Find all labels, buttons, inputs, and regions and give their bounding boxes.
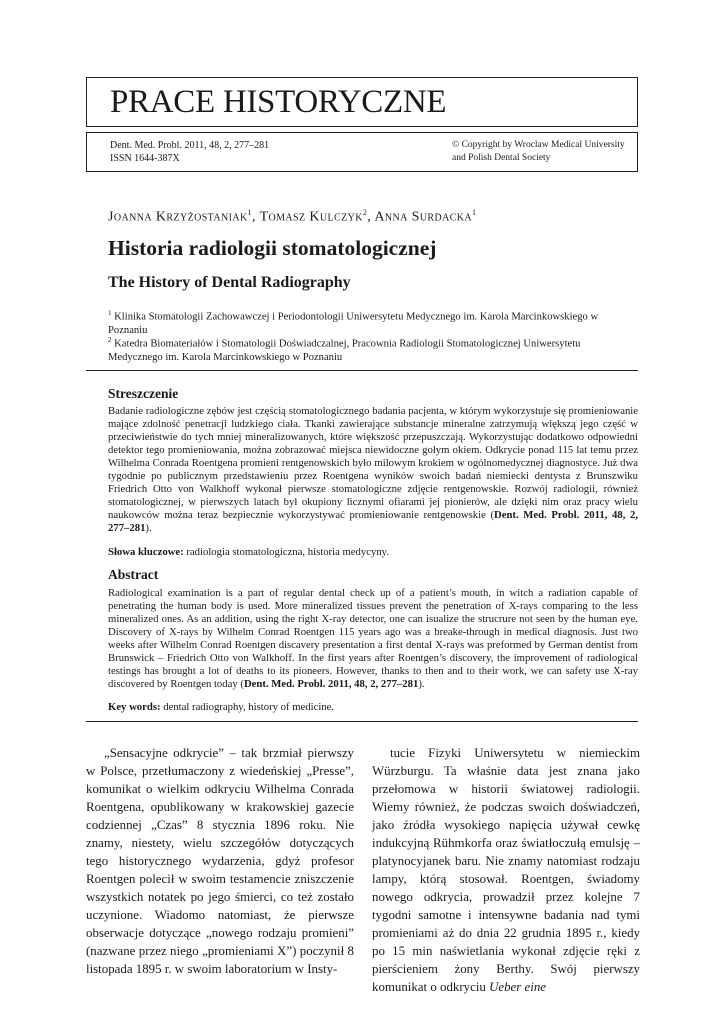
author-3: Anna Surdacka [374, 209, 473, 225]
journal-section-title: PRACE HISTORYCZNE [110, 84, 447, 120]
streszczenie-end: ). [145, 522, 152, 534]
affiliation-2-text: Katedra Biomateriałów i Stomatologii Doświadczalnej, Pracownia Radiologii Stomatologicznej Uniwersytetu Medycznego im. Karola Marcinkowskiego w Poznaniu [108, 338, 581, 363]
abstract-end: ). [418, 678, 425, 690]
article-title-polish: Historia radiologii stomatologicznej [108, 236, 437, 260]
affiliation-2 [108, 334, 633, 364]
article-title-english: The History of Dental Radiography [108, 274, 351, 291]
abstract-citation: Dent. Med. Probl. 2011, 48, 2, 277–281 [243, 678, 419, 690]
author-separator: , [367, 209, 375, 225]
body-column-right-text: tucie Fizyki Uniwersytetu w niemieckim Würzburgu. Ta właśnie data jest znana jako przełomowa w historii światowej radiologii. Wiemy również, że podczas swoich doświadczeń, jako źródła wysokiego napięcia używał cewkę indukcyjną Rühmkorfa oraz światłoczułą emulsję – platynocyjanek baru. Nie znamy natomiast rodzaju lampy, którą stosował. Roentgen, świadomy nowego odkrycia, prowadził przez kolejne 7 tygodni samotne i intensywne badania nad tymi promieniami aż do dnia 22 grudnia 1895 r., kiedy po 15 min naświetlania wykonał zdjęcie ręki z pierścieniem żony Berthy. Swój pierwszy komunikat o odkryciu [372, 746, 640, 994]
affiliation-1 [108, 307, 633, 337]
copyright-line-2: and Polish Dental Society [452, 153, 551, 163]
english-keywords-text: dental radiography, history of medicine. [160, 701, 335, 713]
streszczenie-heading: Streszczenie [108, 386, 179, 401]
affiliation-1-number: 1 [108, 309, 112, 317]
copyright-block [452, 139, 625, 165]
copyright-line-1: © Copyright by Wroclaw Medical University [452, 140, 625, 150]
body-column-left: „Sensacyjne odkrycie” – tak brzmiał pierwszy w Polsce, przetłumaczony z wiedeńskiej „Presse”, komunikat o wielkim odkryciu Wilhelma Conrada Roentgena, opublikowany w krakowskiej gazecie codziennej „Czas” 8 stycznia 1896 roku. Nie znamy, niestety, wielu szczegółów dotyczących tego historycznego wydarzenia, gdyż profesor Roentgen polecił w swoim testamencie zniszczenie wszystkich notatek po jego śmierci, co też zostało uczynione. Wiadomo natomiast, że pierwsze obserwacje dotyczące „nowego rodzaju promieni” (nazwane przez niego „promieniami X”) poczynił 8 listopada 1895 r. w swoim laboratorium w Insty- [86, 746, 354, 976]
body-column-right [372, 744, 640, 996]
english-keywords [108, 701, 638, 714]
polish-keywords-label: Słowa kluczowe: [108, 546, 184, 558]
streszczenie-citation: Dent. Med. Probl. 2011, 48, 2, 277–281 [108, 509, 638, 534]
abstract-text [108, 587, 638, 691]
polish-keywords [108, 546, 638, 559]
author-2-affil: 2 [362, 208, 368, 217]
polish-keywords-text: radiologia stomatologiczna, historia medycyny. [183, 546, 389, 558]
affiliation-2-number: 2 [108, 336, 112, 344]
abstract-heading: Abstract [108, 567, 159, 582]
journal-citation-block [110, 139, 269, 165]
body-column-right-italic: Ueber eine [489, 980, 546, 994]
affiliation-1-text: Klinika Stomatologii Zachowawczej i Periodontologii Uniwersytetu Medycznego im. Karola Marcinkowskiego w Poznaniu [108, 311, 599, 336]
author-3-affil: 1 [472, 208, 477, 217]
abstract-bottom-rule [86, 721, 638, 722]
author-list [108, 208, 476, 226]
streszczenie-body: Badanie radiologiczne zębów jest częścią stomatologicznego badania pacjenta, w którym wykorzystuje się promieniowanie mające zdolność penetracji ludzkiego ciała. Tkanki zawierające substancje mineralne zatrzymują większą jego część w przeciwieństwie do tych mniej mineralizowanych, które większość przepuszczają. Wykorzystując dodatkowo odpowiedni detektor tego promieniowania, można zobrazować miejsca niewidoczne gołym okiem. Odkrycie ponad 115 lat temu przez Wilhelma Conrada Roentgena promieni rentgenowskich było milowym krokiem w ogólnomedycznej diagnostyce. Już dwa tygodnie po publicznym przedstawieniu przez Roentgena wyników swoich badań niemiecki dentysta z Brunszwiku Friedrich Otto von Walkhoff wykonał pierwsze stomatologiczne zdjęcie rentgenowskie. Rozwój radiologii, również stomatologicznej, w pierwszych latach był okupiony licznymi ofiarami jej pionierów, ale dzięki nim oraz pracy wielu naukowców można teraz bezpiecznie wykorzystywać promieniowanie rentgenowskie ( [108, 405, 638, 521]
author-separator: , [252, 209, 260, 225]
english-keywords-label: Key words: [108, 701, 161, 713]
author-1: Joanna Krzyżostaniak [108, 209, 248, 225]
abstract-body: Radiological examination is a part of regular dental check up of a patient’s mouth, in witch a radiation capable of penetrating the human body is used. More mineralized tissues prevent the penetration of X-rays comparing to the less mineralized ones. As an addition, using the right X-ray detector, one can isualize the strucrure not seen by the human eye. Discovery of X-rays by Wilhelm Conrad Roentgen 115 years ago was a breake-through in medical diagnosis. Just two weeks after Wilhelm Conrad Roentgen discavery presentation a first dental X-rays was preformed by German dentist from Brunswick – Friedrich Otto von Walkhoff. In the first years after Roentgen’s discovery, the improvement of radiological testings has brought a lot of deaths to its pioneers. However, thanks to then and to their work, we can safety use X-ray discovered by Roentgen today ( [108, 587, 638, 690]
abstract-top-rule [86, 370, 638, 371]
author-1-affil: 1 [247, 208, 252, 217]
streszczenie-text [108, 405, 638, 535]
journal-citation: Dent. Med. Probl. 2011, 48, 2, 277–281 [110, 140, 270, 151]
author-2: Tomasz Kulczyk [259, 209, 363, 225]
journal-issn: ISSN 1644-387X [110, 153, 180, 164]
